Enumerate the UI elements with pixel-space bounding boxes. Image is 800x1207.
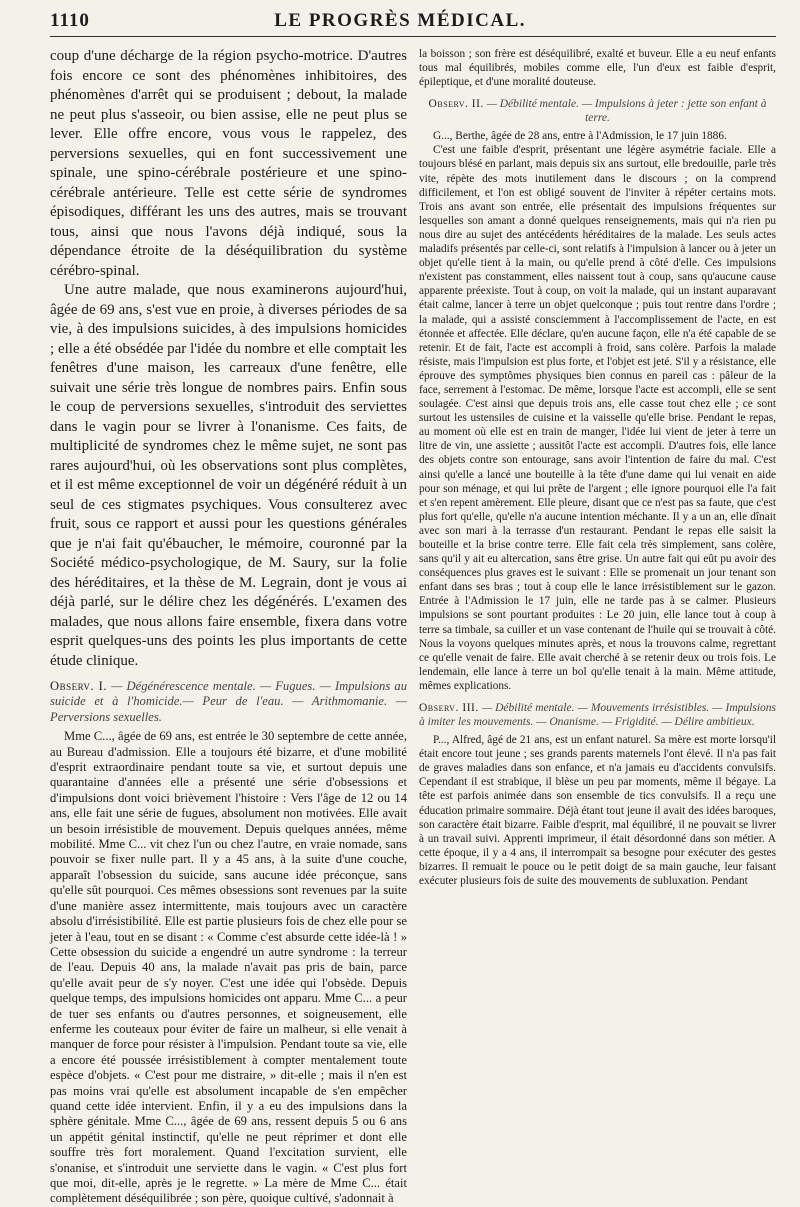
left-column: [50, 47, 407, 1207]
right-column: [419, 47, 776, 1207]
observation-title: — Débilité mentale. — Impulsions à jeter : jette son enfant à terre.: [486, 98, 767, 125]
paragraph: Une autre malade, que nous examinerons aujourd'hui, âgée de 69 ans, s'est vue en proie, à diverses périodes de sa vie, à des impulsions suicides, à des impulsions homicides ; elle a été obsédée par l'idée du nombre et elle comptait les fenêtres d'une maison, les carreaux d'une fenêtre, elle suivait une série très longue de nombres pairs. Enfin sous le coup de perversions sexuelles, s'introduit des serviettes dans le vagin pour se livrer à l'onanisme. Ces faits, de multiplicité de syndromes chez le même sujet, ne sont pas rares aujourd'hui, où les observations sont plus complètes, et il est même exceptionnel de voir un dégénéré réduit à un seul de ces stigmates psychiques. Vous consulterez avec fruit, sous ce rapport et aussi pour les questions générales que je n'ai fait qu'ébaucher, le mémoire, couronné par la Société médico-psychologique, de M. Saury, sur la folie des héréditaires, et la thèse de M. Legrain, dont je vous ai déjà parlé, sur le délire chez les dégénérés. L'examen des malades, que nous allons faire ensemble, fixera dans votre esprit quelques-uns des points les plus importants de cette étude clinique.: [50, 282, 407, 669]
observation-title: — Dégénérescence mentale. — Fugues. — Impulsions au suicide et à l'homicide.— Peur de l'eau. — Arithmomanie. — Perversions sexuelles.: [50, 679, 407, 724]
journal-title: LE PROGRÈS MÉDICAL.: [274, 10, 526, 31]
observation-text: C'est une faible d'esprit, présentant une légère asymétrie faciale. Elle a toujours blésé en parlant, mais depuis six ans surtout, elle bredouille, parle très vite, répète des mots inutilement dans le discours ; on la comprend difficilement, et l'on est obligé souvent de l'inviter à répéter certains mots. Trois ans avant son entrée, elle présentait des impulsions fréquentes sur lesquelles son amant a donné quelques renseignements, mais qui n'a rien pu nous dire au sujet des antécédents héréditaires de la malade. Les seuls actes maladifs présentés par celle-ci, sont relatifs à l'impulsion à lancer ou à jeter un objet qu'elle tient à la main, ou qu'elle prend à côté d'elle. Ces impulsions n'existent pas constamment, elles naissent tout à coup, sans qu'aucune cause apparente préexiste. Tout à coup, on voit la malade, qui un instant auparavant était calme, lancer à terre un objet quelconque ; puis tout rentre dans l'ordre ; la malade, qui a assisté consciemment à l'accomplissement de l'acte, en est étonnée et affectée. Elle déclare, qu'en aucune façon, elle n'a été capable de se retenir. Et de fait, l'acte est accompli à froid, sans colère. Parfois la malade résiste, mais l'impulsion est plus forte, et l'objet est jeté. S'il y a résistance, elle éprouve des symptômes physiques bien connus en pareil cas : pâleur de la face, serrement à l'estomac. De même, lorsque l'acte est accompli, elle se sent soulagée. C'est ainsi que depuis trois ans, elle casse tout chez elle ; ce sont surtout les ustensiles de cuisine et la vaisselle qu'elle brise. Pendant le repas, au moment où elle est en train de manger, l'idée lui vient de jeter à terre un litre de vin, une assiette ; aussitôt l'acte est accompli. D'autres fois, elle lance des objets contre son entourage, sans avoir l'intention de faire du mal. C'est ainsi qu'elle a lancé une bouteille à la tête d'une dame qui lui venait en aide pour son ménage, et qui lui prête de l'argent ; elle ignore pourquoi elle l'a fait et s'en repent amèrement. Elle pleure, disant que ce n'est pas sa faute, que c'est plus fort qu'elle, qu'elle n'a aucune intention méchante. Il y a un an, elle dînait avec son mari à la terrasse d'un restaurant. Pendant le repas elle saisit la bouteille et la brise contre terre. Elle fait cela très simplement, sans colère, sans qu'il y ait eu altercation, sans être grise. Un autre fait qui eût pu avoir des conséquences plus graves est le suivant : Elle se promenait un jour tenant son enfant dans ses bras ; tout à coup elle le lance irrésistiblement sur le gazon. Entrée à l'Admission le 17 juin, elle ne tarde pas à se calmer. Plusieurs impulsions se sont pourtant produites : Le 20 juin, elle lance tout à coup à terre sa timbale, sa cuiller et un vase contenant de l'huile qui se trouvait à côté. Nous la voyons quelques minutes après, et nous la trouvons calme, regrettant ce qu'elle venait de faire. Elle avait cherché à se retenir deux ou trois fois. Le lendemain, elle lance à terre un bol qu'elle tenait à la main. Même attitude, mêmes explications.: [419, 144, 776, 692]
paragraph: la boisson ; son frère est déséquilibré, exalté et buveur. Elle a eu neuf enfants tous mal équilibrés, mobiles comme elle, l'un d'eux est faible d'esprit, épileptique, et d'une moralité douteuse.: [419, 48, 776, 89]
text-columns: [50, 47, 776, 1207]
observation-label: Observ. II.: [428, 98, 484, 111]
paragraph: coup d'une décharge de la région psycho-motrice. D'autres fois encore ce sont des phénomènes inhibitoires, des phénomènes d'arrêt qui se produisent ; debout, la malade ne peut plus s'asseoir, ou bien assise, elle ne peut plus se lever. Elle offre encore, vous vous le rappelez, des perversions sexuelles, qui en font successivement une spinale, une spino-cérébrale postérieure et une spino-cérébrale antérieure. Telle est cette série de syndromes épisodiques, différant les uns des autres, mais se trouvant tous, ainsi que nous l'avons déjà indiqué, sous la dépendance étroite de la déséquilibration du système cérébro-spinal.: [50, 48, 407, 279]
observation-intro: G..., Berthe, âgée de 28 ans, entre à l'Admission, le 17 juin 1886.: [433, 130, 727, 143]
observation-label: Observ. III.: [419, 702, 479, 715]
observation-text: P..., Alfred, âgé de 21 ans, est un enfant naturel. Sa mère est morte lorsqu'il était encore tout jeune ; ses grands parents maternels l'ont élevé. Il n'a pas fait de graves maladies dans son enfance, et n'a jamais eu d'accidents convulsifs. Cependant il est strabique, il blèse un peu par moments, même il bégaye. La tête est parfois animée dans son ensemble de tics convulsifs. Il a reçu une éducation primaire sommaire. Déjà étant tout jeune il avait des idées baroques, son caractère était bizarre. Faible d'esprit, mal équilibré, il ne pouvait se livrer à un travail suivi. Apprenti imprimeur, il était désordonné dans son métier. A cette époque, il y a 4 ans, il interrompait sa besogne pour exécuter des gestes bizarres. Il remuait le pouce ou le petit doigt de sa main gauche, leur faisant exécuter plusieurs fois de suite des mouvements de subluxation. Pendant: [419, 734, 776, 887]
observation-title: — Débilité mentale. — Mouvements irrésistibles. — Impulsions à imiter les mouvements. — Onanisme. — Frigidité. — Délire ambitieux.: [419, 702, 776, 729]
observation-label: Observ. I.: [50, 679, 108, 693]
observation-heading: [419, 701, 776, 729]
observation-heading: [50, 679, 407, 725]
observation-text: Mme C..., âgée de 69 ans, est entrée le 30 septembre de cette année, au Bureau d'admission. Elle a toujours été bizarre, et d'une mobilité d'esprit extraordinaire pendant toute sa vie, et surtout depuis une quarantaine d'années elle a présenté une série d'obsessions et d'impulsions dont voici brièvement l'histoire : Vers l'âge de 12 ou 14 ans, elle fait une série de fugues, absolument non motivées. Elle avait un besoin irrésistible de mouvement. Depuis quelques années, même mobilité. Mme C... vit chez l'un ou chez l'autre, en vraie nomade, sans pouvoir se fixer nulle part. Il y a 45 ans, à la suite d'une couche, apparaît l'obsession du suicide, sans aucune idée préconçue, sans qu'elle sût pourquoi. Ces mêmes obsessions sont revenues par la suite d'une manière assez intermittente, mais toujours avec un caractère absolu d'irrésistibilité. Elle est partie plusieurs fois de chez elle pour se jeter à l'eau, tout en se disant : « Comme c'est absurde cette idée-là ! » Cette obsession du suicide a engendré un autre syndrome : la terreur de l'eau. Depuis 40 ans, la malade n'avait pas pris de bain, parce qu'elle avait peur de s'y noyer. C'est une idée qui l'obsède. Depuis quelque temps, des impulsions homicides ont apparu. Mme C... a peur de tuer ses enfants ou d'autres personnes, et soigneusement, elle enferme les couteaux pour éviter de faire un malheur, si elle venait à manquer de force pour résister à l'impulsion. Pendant toute sa vie, elle a encore été poussée irrésistiblement à compter mentalement toute espèce d'objets. « C'est pour me distraire, » dit-elle ; mais il n'en est pas moins vrai qu'elle est absolument incapable de s'en empêcher quand cette idée intervient. Enfin, il y a eu des impulsions dans la sphère génitale. Mme C..., âgée de 69 ans, ressent depuis 5 ou 6 ans un appétit génital instinctif, qu'elle ne peut réprimer et dont elle souffre très fort moralement. Quand l'excitation survient, elle s'onanise, et s'introduit une serviette dans le vagin. « C'est plus fort que moi, dit-elle, après je le regrette. » La mère de Mme C... était complètement déséquilibrée ; son père, quoique cultivé, s'adonnait à: [50, 729, 407, 1206]
page-header: [50, 10, 776, 37]
observation-heading: [419, 97, 776, 125]
page-number: 1110: [50, 10, 90, 31]
